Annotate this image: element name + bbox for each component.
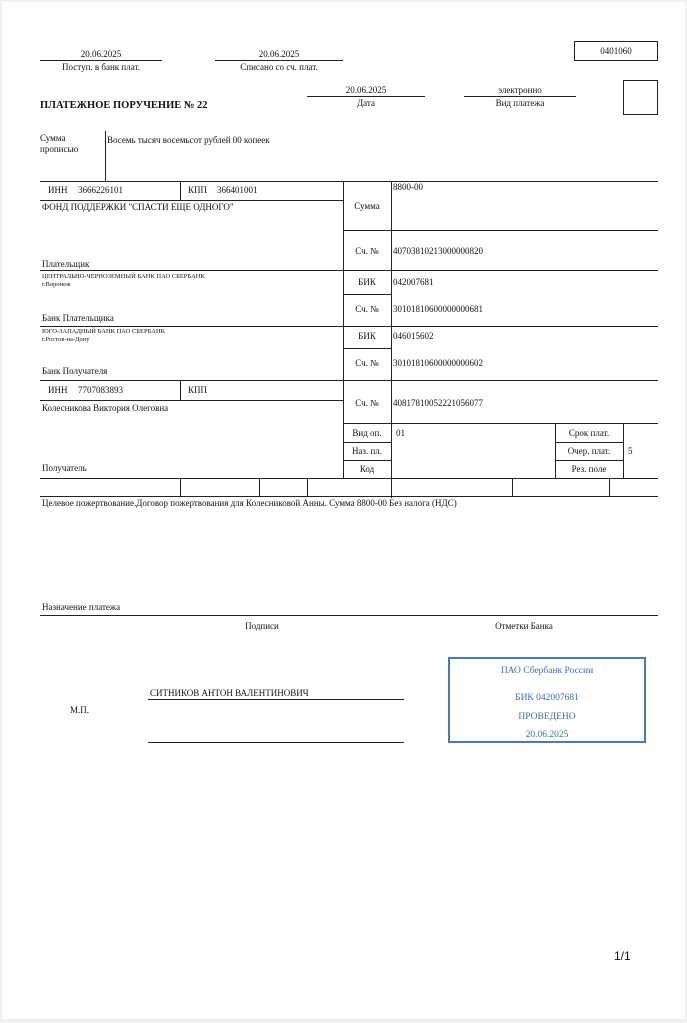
payer-kpp: 366401001 xyxy=(217,185,258,195)
payer-kpp-label: КПП xyxy=(188,185,208,195)
payer-account-label: Сч. № xyxy=(355,246,379,256)
payee-bank-bik: 046015602 xyxy=(393,331,434,341)
payee-bank-city: г.Ростов-на-Дону xyxy=(42,336,90,343)
form-code: 0401060 xyxy=(600,46,632,56)
payee-bank-account-label: Сч. № xyxy=(355,358,379,368)
payment-purpose-label: Назначение платежа xyxy=(42,602,121,612)
priority: 5 xyxy=(628,446,633,456)
payer-name: ФОНД ПОДДЕРЖКИ "СПАСТИ ЕЩЕ ОДНОГО" xyxy=(42,202,234,212)
amount-words-label-1: Сумма xyxy=(40,133,66,143)
payee-bank-corr-account: 30101810600000000602 xyxy=(393,358,483,368)
payee-bank-bik-label: БИК xyxy=(358,331,376,341)
amount-words-label-2: прописью xyxy=(40,144,79,154)
payee-kpp-label: КПП xyxy=(188,385,208,395)
payee-bank-name: ЮГО-ЗАПАДНЫЙ БАНК ПАО СБЕРБАНК xyxy=(42,328,165,335)
signatures-label: Подписи xyxy=(245,621,279,631)
signer-name: СИТНИКОВ АНТОН ВАЛЕНТИНОВИЧ xyxy=(150,688,309,698)
payer-bank-city: г.Воронеж xyxy=(42,281,71,288)
page-indicator: 1/1 xyxy=(614,949,631,963)
payer-bank-bik: 042007681 xyxy=(393,277,434,287)
priority-label: Очер. плат. xyxy=(567,446,611,456)
payment-type-code-box xyxy=(623,80,658,115)
amount: 8800-00 xyxy=(393,182,423,192)
document-date: 20.06.2025 xyxy=(345,85,387,95)
payer-inn: 3666226101 xyxy=(78,185,123,195)
amount-words: Восемь тысяч восемьсот рублей 00 копеек xyxy=(107,135,270,145)
stamp-place-label: М.П. xyxy=(70,705,90,715)
payer-bank-bik-label: БИК xyxy=(358,277,376,287)
reserve-label: Рез. поле xyxy=(571,464,607,474)
payer-bank-label: Банк Плательщика xyxy=(42,313,114,323)
payee-account-label: Сч. № xyxy=(355,398,379,408)
bank-stamp xyxy=(448,657,646,743)
purpose-code-label: Наз. пл. xyxy=(351,446,383,456)
payer-bank-account-label: Сч. № xyxy=(355,304,379,314)
bank-marks-label: Отметки Банка xyxy=(495,621,553,631)
payment-type: электронно xyxy=(498,85,542,95)
received-label: Поступ. в банк плат. xyxy=(62,62,140,72)
stamp-bik: БИК 042007681 xyxy=(515,693,579,703)
payee-account: 40817810052221056077 xyxy=(393,398,483,408)
payee-label: Получатель xyxy=(42,463,87,473)
code-label: Код xyxy=(359,464,375,474)
payee-bank-label: Банк Получателя xyxy=(42,366,108,376)
payer-account: 40703810213000000820 xyxy=(393,246,483,256)
payment-purpose: Целевое пожертвование.Договор пожертвования для Колесниковой Анны. Сумма 8800-00 Без налога (НДС) xyxy=(42,498,457,508)
op-type-label: Вид оп. xyxy=(352,428,382,438)
payer-label: Плательщик xyxy=(42,259,90,269)
document-date-label: Дата xyxy=(357,98,375,108)
op-type: 01 xyxy=(396,428,405,438)
payee-name: Колесникова Виктория Олеговна xyxy=(42,403,169,413)
stamp-date: 20.06.2025 xyxy=(525,730,569,740)
payee-inn: 7707083893 xyxy=(78,385,123,395)
document-title: ПЛАТЕЖНОЕ ПОРУЧЕНИЕ № 22 xyxy=(40,100,208,111)
payer-inn-label: ИНН xyxy=(48,185,68,195)
payment-order-page xyxy=(2,2,685,1019)
amount-label: Сумма xyxy=(354,201,380,211)
debited-date: 20.06.2025 xyxy=(258,49,300,59)
term-label: Срок плат. xyxy=(568,428,610,438)
stamp-bank-name: ПАО Сбербанк России xyxy=(500,666,594,676)
debited-label: Списано со сч. плат. xyxy=(240,62,318,72)
payer-bank-name: ЦЕНТРАЛЬНО-ЧЕРНОЗЕМНЫЙ БАНК ПАО СБЕРБАНК xyxy=(42,273,205,280)
payee-inn-label: ИНН xyxy=(48,385,68,395)
received-date: 20.06.2025 xyxy=(80,49,122,59)
payer-bank-corr-account: 30101810600000000681 xyxy=(393,304,483,314)
payment-type-label: Вид платежа xyxy=(495,98,545,108)
stamp-status: ПРОВЕДЕНО xyxy=(518,712,576,722)
